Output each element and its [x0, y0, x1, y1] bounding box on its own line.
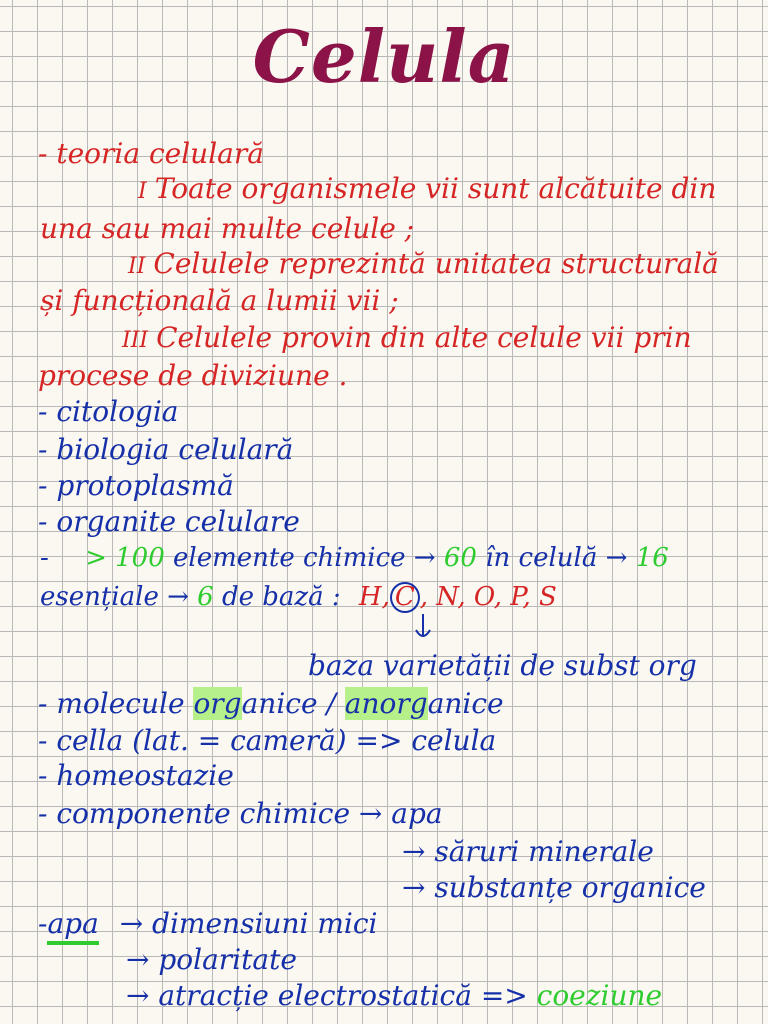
theory-point-1-text-a: Toate organismele vii sunt alcătuite din — [154, 172, 717, 205]
element-c-circled: C — [390, 582, 420, 613]
theory-point-1-cont: una sau mai multe celule ; — [40, 212, 415, 245]
molecules-anorg-highlight: anorg — [344, 687, 428, 720]
molecules-org-highlight: org — [193, 687, 242, 720]
elements-over-100: > 100 — [85, 543, 165, 573]
molecules-suffix: anice — [427, 687, 504, 720]
term-biologia-celulara: - biologia celulară — [38, 433, 294, 466]
theory-point-3-text-a: Celulele provin din alte celule vii prin — [156, 321, 692, 354]
theory-point-2-text-a: Celulele reprezintă unitatea structurală — [153, 247, 719, 280]
theory-point-1 — [138, 172, 717, 205]
water-cohesion: coeziune — [536, 979, 663, 1012]
theory-point-2-number: II — [128, 254, 146, 279]
component-apa: apa — [391, 797, 443, 830]
element-h: H, — [358, 582, 390, 612]
elements-in-cell: în celulă → — [485, 543, 628, 573]
molecules-line — [38, 687, 504, 720]
components-label: - componente chimice → — [38, 797, 383, 830]
components-line — [38, 797, 443, 830]
term-protoplasma: - protoplasmă — [38, 469, 234, 502]
theory-heading: - teoria celulară — [38, 137, 264, 170]
water-label: apa — [47, 907, 98, 945]
theory-point-3-cont: procese de diviziune . — [38, 359, 348, 392]
elements-60: 60 — [443, 543, 477, 573]
water-polarity: → polaritate — [126, 943, 297, 976]
elements-16: 16 — [635, 543, 669, 573]
theory-point-2-cont: și funcțională a lumii vii ; — [40, 284, 399, 317]
homeostasis-line: - homeostazie — [38, 759, 234, 792]
elements-line-2 — [40, 582, 557, 613]
theory-point-2 — [128, 247, 719, 280]
water-line-3 — [126, 979, 663, 1012]
elements-essential: esențiale → — [40, 582, 189, 612]
elements-6: 6 — [197, 582, 214, 612]
theory-point-3 — [122, 321, 692, 354]
page-title: Celula — [252, 14, 516, 99]
elements-line-1 — [40, 545, 669, 571]
molecules-prefix: - molecule — [38, 687, 194, 720]
elements-basic: de bază : — [221, 582, 341, 612]
term-organite-celulare: - organite celulare — [38, 505, 300, 538]
organic-basis-note: baza varietății de subst org — [308, 649, 697, 682]
water-small-size: → dimensiuni mici — [119, 907, 378, 940]
cella-line: - cella (lat. = cameră) => celula — [38, 724, 497, 757]
component-saruri-minerale: → săruri minerale — [402, 835, 654, 868]
water-line-1 — [38, 907, 378, 940]
water-dash: - — [38, 907, 48, 940]
theory-point-1-number: I — [138, 179, 147, 204]
water-electrostatic: → atracție electrostatică => — [126, 979, 528, 1012]
elements-dash: - — [40, 543, 49, 573]
term-citologia: - citologia — [38, 395, 179, 428]
elements-rest: , N, O, P, S — [419, 582, 557, 612]
theory-point-3-number: III — [122, 328, 149, 353]
component-substante-organice: → substanțe organice — [402, 871, 706, 904]
molecules-mid: anice / — [241, 687, 345, 720]
elements-chemical: elemente chimice → — [173, 543, 436, 573]
down-arrow-icon — [411, 612, 435, 642]
